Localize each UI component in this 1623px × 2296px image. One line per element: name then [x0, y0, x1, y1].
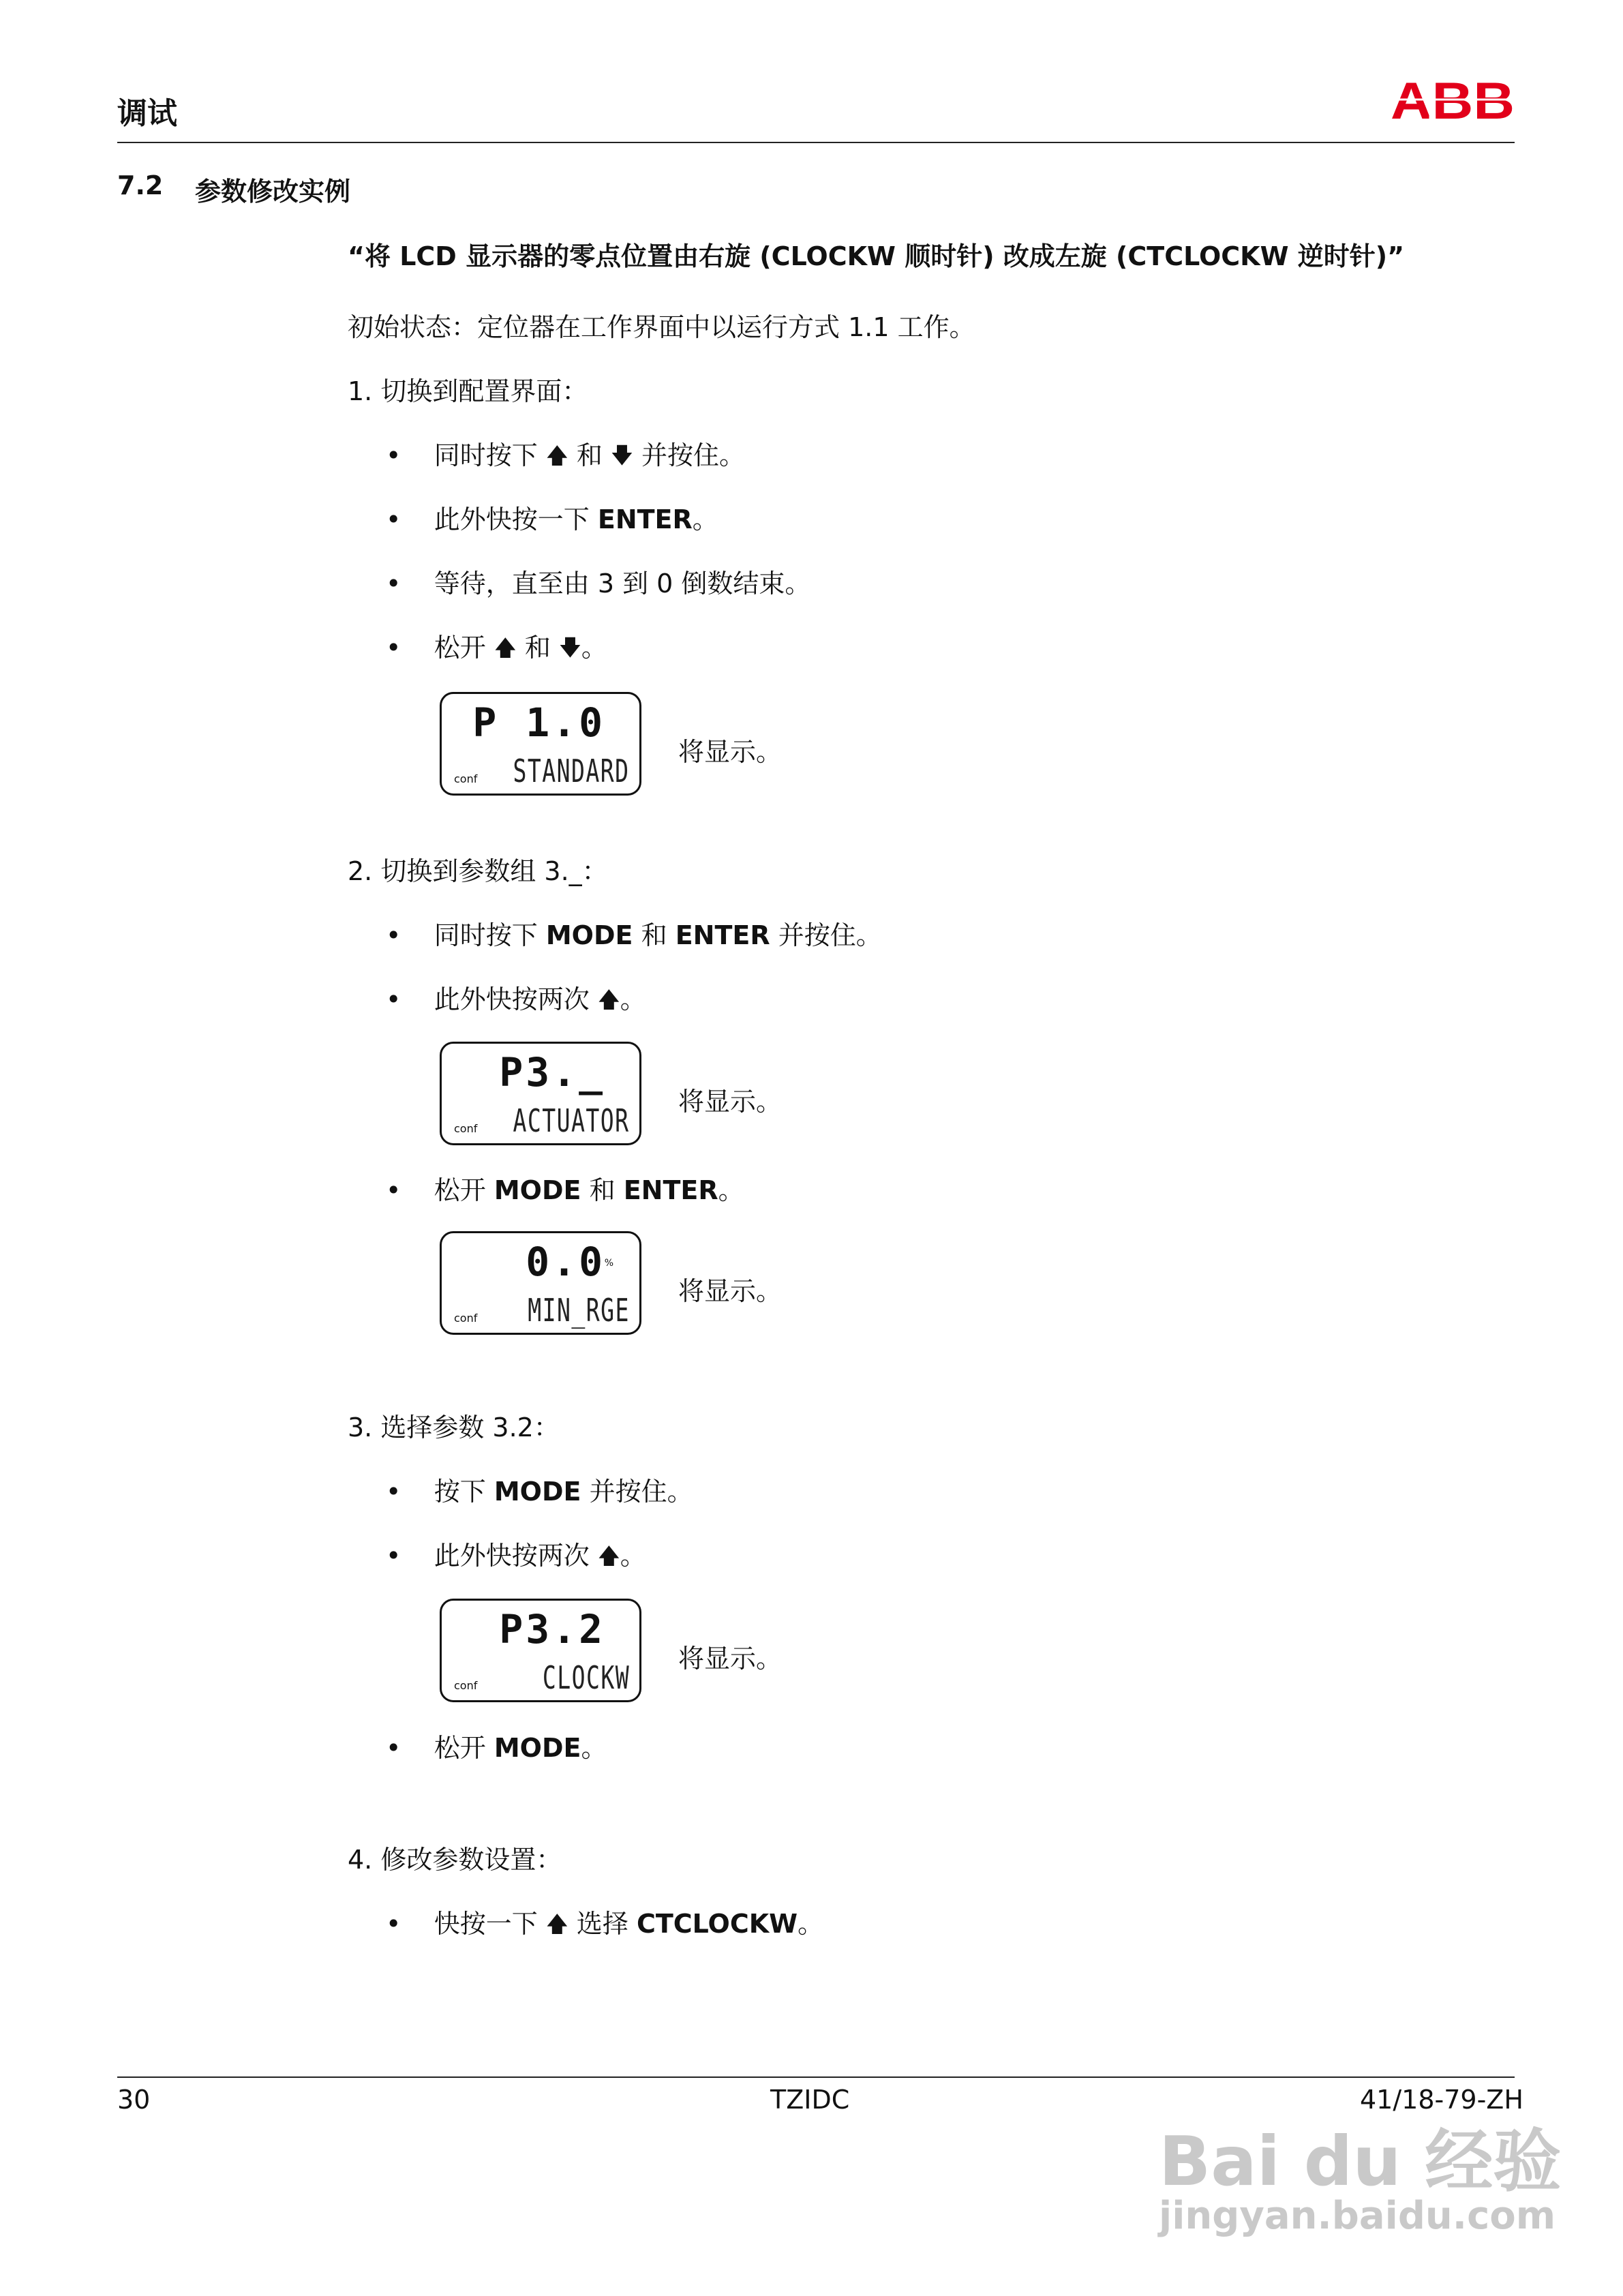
- step-3-bullet-1: • 按下 MODE 并按住。: [386, 1477, 693, 1507]
- step-1-bullet-4: • 松开 🡅 和 🡇。: [386, 633, 607, 663]
- step-1-heading: 1. 切换到配置界面：: [348, 376, 588, 406]
- lcd-conf-label: conf: [454, 1122, 478, 1135]
- bullet-dot: •: [386, 1175, 401, 1205]
- step-2-heading: 2. 切换到参数组 3._：: [348, 856, 608, 886]
- down-arrow-icon: 🡇: [558, 635, 581, 661]
- step-2-bullet-1: • 同时按下 MODE 和 ENTER 并按住。: [386, 920, 882, 950]
- lcd-top-value: P3._: [499, 1049, 605, 1096]
- product-name: TZIDC: [770, 2085, 850, 2115]
- bullet-dot: •: [386, 920, 401, 950]
- example-title: “将 LCD 显示器的零点位置由右旋 (CLOCKW 顺时针) 改成左旋 (CTCLOCKW 逆时针)”: [348, 241, 1405, 271]
- bullet-dot: •: [386, 504, 401, 534]
- section-number: 7.2: [117, 170, 164, 200]
- bullet-dot: •: [386, 1477, 401, 1507]
- lcd-top-value: P3.2: [499, 1606, 605, 1652]
- bullet-dot: •: [386, 440, 401, 470]
- lcd-conf-label: conf: [454, 772, 478, 785]
- lcd-top-value: 0.0: [526, 1239, 605, 1285]
- up-arrow-icon: 🡅: [597, 1543, 620, 1569]
- bullet-dot: •: [386, 1909, 401, 1939]
- up-arrow-icon: 🡅: [597, 986, 620, 1012]
- bullet-dot: •: [386, 633, 401, 663]
- document-number: 41/18-79-ZH: [1360, 2085, 1523, 2115]
- page-number: 30: [117, 2085, 151, 2115]
- lcd-4-caption: 将显示。: [678, 1644, 783, 1674]
- lcd-bottom-text: STANDARD: [513, 753, 630, 789]
- step-3-bullet-2: • 此外快按两次 🡅。: [386, 1541, 646, 1571]
- initial-state: 初始状态：定位器在工作界面中以运行方式 1.1 工作。: [348, 312, 975, 342]
- lcd-1-caption: 将显示。: [678, 737, 783, 767]
- up-arrow-icon: 🡅: [545, 442, 568, 468]
- lcd-display-4: [440, 1599, 641, 1702]
- lcd-bottom-text: CLOCKW: [542, 1659, 630, 1696]
- lcd-unit: %: [604, 1258, 613, 1269]
- step-3-heading: 3. 选择参数 3.2：: [348, 1413, 560, 1442]
- lcd-bottom-text: ACTUATOR: [513, 1102, 630, 1139]
- up-arrow-icon: 🡅: [494, 635, 517, 661]
- up-arrow-icon: 🡅: [545, 1911, 568, 1937]
- header-rule: [117, 142, 1515, 143]
- abb-logo: [1391, 76, 1515, 124]
- step-2-bullet-3: • 松开 MODE 和 ENTER。: [386, 1175, 744, 1205]
- step-1-bullet-1: • 同时按下 🡅 和 🡇 并按住。: [386, 440, 745, 470]
- watermark-url: jingyan.baidu.com: [1159, 2194, 1556, 2238]
- down-arrow-icon: 🡇: [610, 442, 633, 468]
- lcd-conf-label: conf: [454, 1679, 478, 1692]
- lcd-bottom-text: MIN_RGE: [528, 1292, 630, 1329]
- footer-rule: [117, 2076, 1515, 2078]
- lcd-2-caption: 将显示。: [678, 1087, 783, 1117]
- step-4-heading: 4. 修改参数设置：: [348, 1845, 562, 1875]
- lcd-display-1: [440, 692, 641, 796]
- bullet-dot: •: [386, 984, 401, 1014]
- step-3-bullet-3: • 松开 MODE。: [386, 1733, 607, 1763]
- bullet-dot: •: [386, 1733, 401, 1763]
- svg-text:ABB: ABB: [1391, 76, 1515, 124]
- step-4-bullet-1: • 快按一下 🡅 选择 CTCLOCKW。: [386, 1909, 824, 1939]
- lcd-display-3: [440, 1231, 641, 1335]
- step-2-bullet-2: • 此外快按两次 🡅。: [386, 984, 646, 1014]
- page-header-title: 调试: [117, 96, 177, 131]
- lcd-display-2: [440, 1042, 641, 1145]
- bullet-dot: •: [386, 1541, 401, 1571]
- lcd-top-value: P 1.0: [472, 699, 605, 746]
- step-1-bullet-2: • 此外快按一下 ENTER。: [386, 504, 718, 534]
- lcd-3-caption: 将显示。: [678, 1276, 783, 1306]
- lcd-conf-label: conf: [454, 1312, 478, 1325]
- step-1-bullet-3: • 等待，直至由 3 到 0 倒数结束。: [386, 569, 811, 599]
- watermark-brand: Bai du 经验: [1159, 2121, 1562, 2201]
- bullet-dot: •: [386, 569, 401, 599]
- section-title: 参数修改实例: [195, 177, 351, 207]
